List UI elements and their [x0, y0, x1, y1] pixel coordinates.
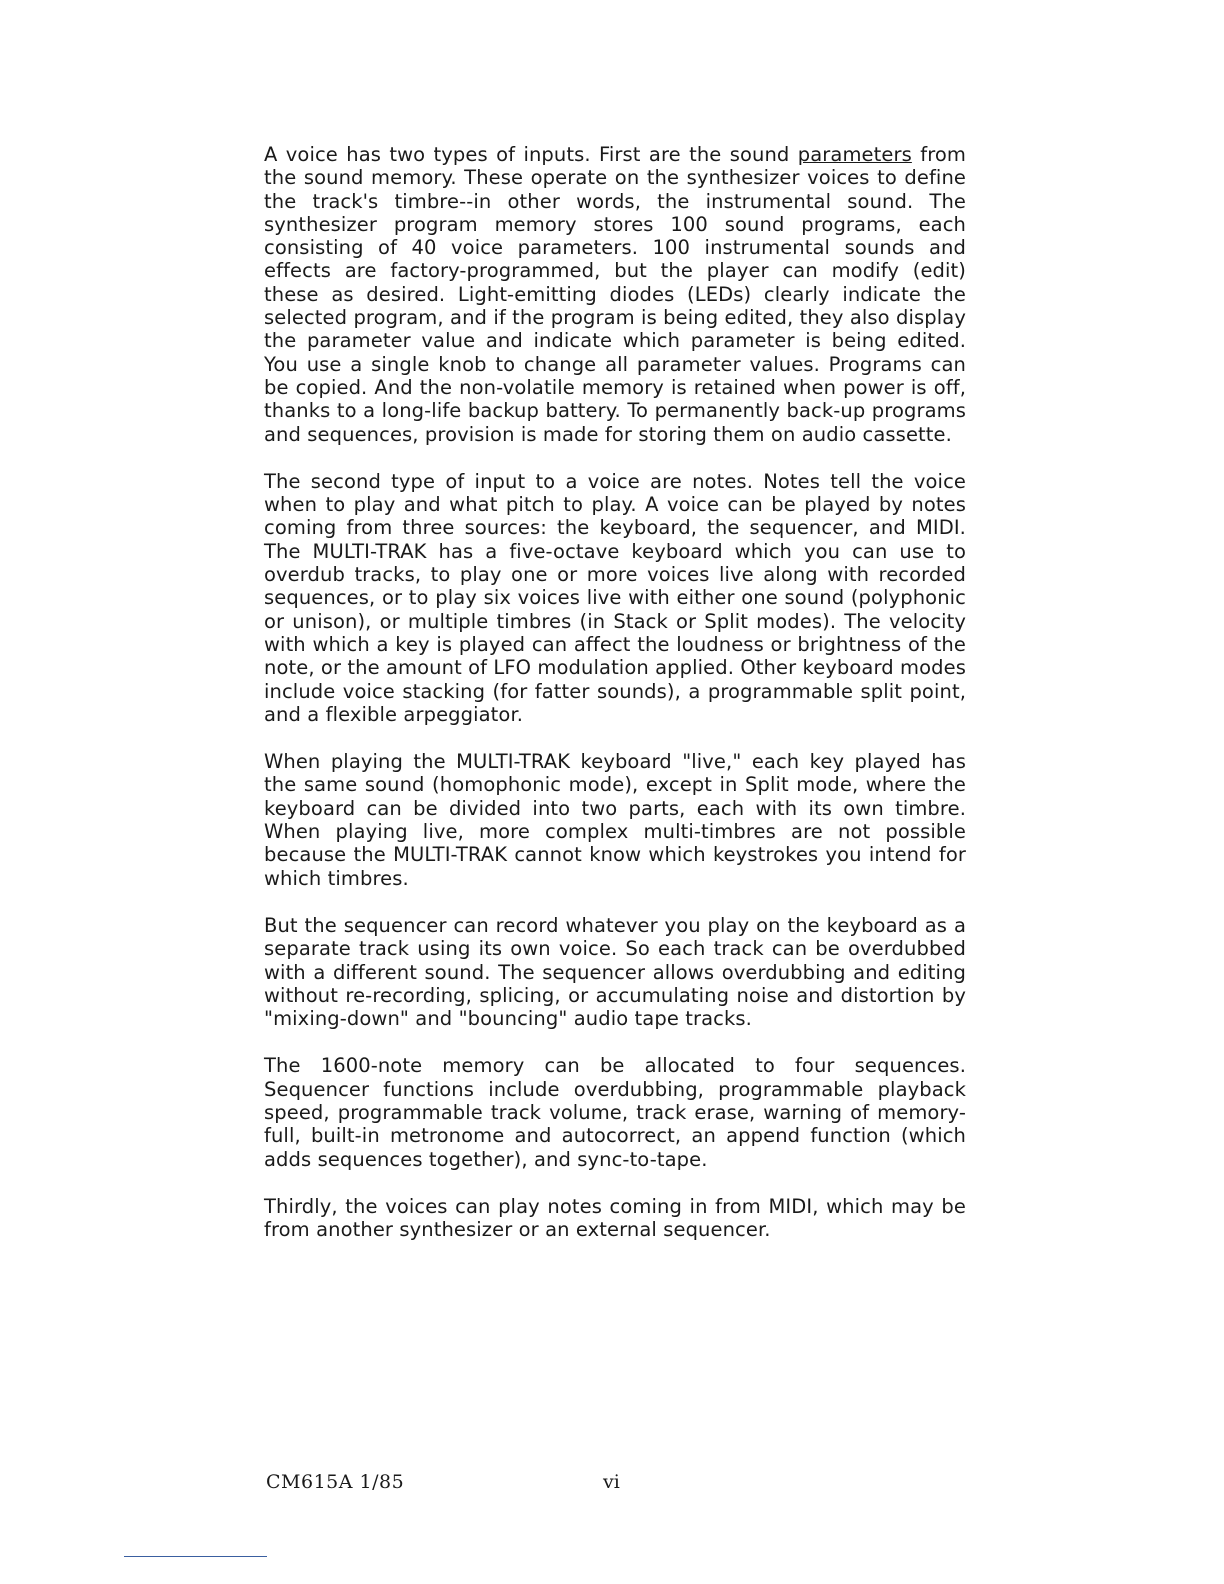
paragraph-1-text-after: from the sound memory. These operate on the synthesizer voices to define the track's timbre--in other words, the instrumental sound. The synthesizer program memory stores 100 sound programs, each consisting of 40 voice parameters. 100 instrumental sounds and effects are factory-programmed, but the player can modify (edit) these as desired. Light-emitting diodes (LEDs) clearly indicate the selected program, and if the program is being edited, they also display the parameter value and indicate which parameter is being edited. You use a single knob to change all parameter values. Programs can be copied. And the non-volatile memory is retained when power is off, thanks to a long-life backup battery. To permanently back-up programs and sequences, provision is made for storing them on audio cassette.	[264, 143, 967, 446]
document-body	[264, 143, 966, 1265]
paragraph-sequencer-recording: But the sequencer can record whatever you play on the keyboard as a separate track using its own voice. So each track can be overdubbed with a different sound. The sequencer allows overdubbing and editing without re-recording, splicing, or accumulating noise and distortion by "mixing-down" and "bouncing" audio tape tracks.	[264, 913, 966, 1031]
paragraph-1-text-before: A voice has two types of inputs. First are the sound	[264, 143, 798, 166]
page-number: vi	[603, 1471, 620, 1493]
paragraph-voice-inputs	[264, 143, 966, 446]
underlined-term-parameters: parameters	[797, 143, 912, 166]
document-code: CM615A 1/85	[266, 1471, 405, 1493]
paragraph-midi: Thirdly, the voices can play notes coming in from MIDI, which may be from another synthesizer or an external sequencer.	[264, 1194, 966, 1242]
paragraph-sequencer-functions: The 1600-note memory can be allocated to four sequences. Sequencer functions include overdubbing, programmable playback speed, programmable track volume, track erase, warning of memory-full, built-in metronome and autocorrect, an append function (which adds sequences together), and sync-to-tape.	[264, 1054, 966, 1171]
paragraph-live-playing: When playing the MULTI-TRAK keyboard "live," each key played has the same sound (homophonic mode), except in Split mode, where the keyboard can be divided into two parts, each with its own timbre. When playing live, more complex multi-timbres are not possible because the MULTI-TRAK cannot know which keystrokes you intend for which timbres.	[264, 750, 966, 890]
bottom-edge-line	[124, 1556, 267, 1557]
paragraph-notes: The second type of input to a voice are notes. Notes tell the voice when to play and what pitch to play. A voice can be played by notes coming from three sources: the keyboard, the sequencer, and MIDI. The MULTI-TRAK has a five-octave keyboard which you can use to overdub tracks, to play one or more voices live along with recorded sequences, or to play six voices live with either one sound (polyphonic or unison), or multiple timbres (in Stack or Split modes). The velocity with which a key is played can affect the loudness or brightness of the note, or the amount of LFO modulation applied. Other keyboard modes include voice stacking (for fatter sounds), a programmable split point, and a flexible arpeggiator.	[264, 469, 966, 726]
